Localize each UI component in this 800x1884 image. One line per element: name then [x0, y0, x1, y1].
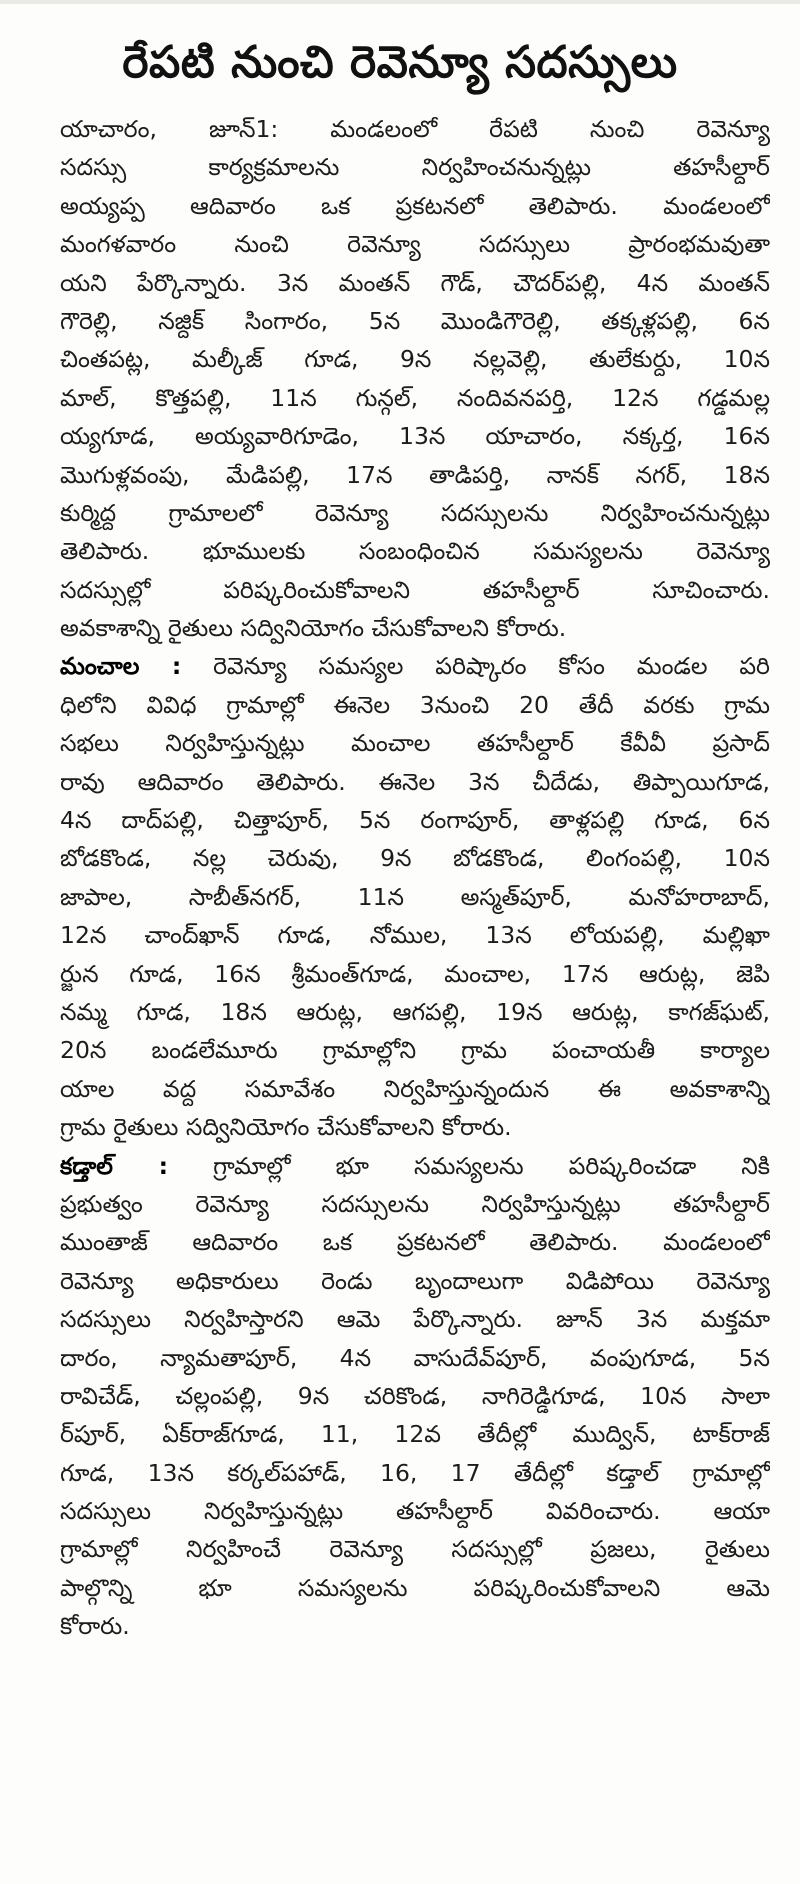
line-text: చింతపట్ల, మల్కీజ్‌ గూడ, 9న నల్లవెల్లి, తులేకుర్దు, 10న: [60, 345, 770, 374]
line-text: ధిలోని వివిధ గ్రామాల్లో ఈనెల 3నుంచి 20 తేదీ వరకు గ్రామ: [60, 690, 770, 719]
line-text: 12న చాంద్‌ఖాన్‌ గూడ, నోముల, 13న లోయపల్లి, మల్లిఖా: [60, 921, 770, 950]
article-line: [60, 225, 770, 263]
line-text: సదస్సుల్లో పరిష్కరించుకోవాలని తహసీల్దార్‌ సూచించారు.: [60, 575, 770, 604]
article-line: [60, 1377, 770, 1415]
line-text: నమ్మ గూడ, 18న ఆరుట్ల, ఆగపల్లి, 19న ఆరుట్ల, కాగజ్‌ఘట్‌,: [60, 997, 770, 1026]
article-line: [60, 1300, 770, 1338]
article-line: [60, 532, 770, 570]
article-line: [60, 801, 770, 839]
article-line: [60, 1607, 770, 1645]
line-text: కోరారు.: [60, 1612, 130, 1641]
headline: రేపటి నుంచి రెవెన్యూ సదస్సులు: [122, 37, 678, 88]
line-text: య్యగూడ, అయ్యవారిగూడెం, 13న యాచారం, నక్కర్త, 16న: [60, 422, 770, 451]
article-line: [60, 1147, 770, 1185]
article-line: [60, 264, 770, 302]
line-text: సభలు నిర్వహిస్తున్నట్లు మంచాల తహసీల్దార్‌ కేవీవీ ప్రసాద్‌: [60, 729, 770, 758]
line-text: ర్జున గూడ, 16న శ్రీమంత్‌గూడ, మంచాల, 17న ఆరుట్ల, జెపి: [60, 959, 770, 988]
article-line: [60, 1454, 770, 1492]
line-text: రెవెన్యూ సమస్యల పరిష్కారం కోసం మండల పరి: [213, 652, 770, 681]
article-paragraph: [60, 1147, 770, 1646]
line-text: గౌరెల్లి, నజ్దిక్‌ సింగారం, 5న మొండిగౌరెల్లి, తక్కళ్లపల్లి, 6న: [60, 306, 770, 335]
line-text: గ్రామాల్లో నిర్వహించే రెవెన్యూ సదస్సుల్లో ప్రజలు, రైతులు: [60, 1535, 770, 1564]
article-line: [60, 1031, 770, 1069]
line-text: జాపాల, సాబీత్‌నగర్‌, 11న అస్మత్‌పూర్‌, మనోహరాబాద్‌,: [60, 882, 770, 911]
article-line: [60, 340, 770, 378]
line-text: మంగళవారం నుంచి రెవెన్యూ సదస్సులు ప్రారంభమవుతా: [60, 230, 770, 259]
dateline-place: కడ్తాల్‌ :: [60, 1151, 169, 1180]
article-line: [60, 494, 770, 532]
line-text: రెవెన్యూ అధికారులు రెండు బృందాలుగా విడిపోయి రెవెన్యూ: [60, 1266, 770, 1295]
article-line: [60, 763, 770, 801]
article-line: [60, 839, 770, 877]
line-text: 4న దాద్‌పల్లి, చిత్తాపూర్‌, 5న రంగాపూర్‌, తాళ్లపల్లి గూడ, 6న: [60, 806, 770, 835]
line-text: సదస్సు కార్యక్రమాలను నిర్వహించనున్నట్లు తహసీల్దార్‌: [60, 153, 770, 182]
line-text: సదస్సులు నిర్వహిస్తున్నట్లు తహసీల్దార్‌ వివరించారు. ఆయా: [60, 1497, 770, 1526]
line-text: సదస్సులు నిర్వహిస్తారని ఆమె పేర్కొన్నారు. జూన్‌ 3న మక్తమా: [60, 1305, 770, 1334]
article-line: [60, 302, 770, 340]
article-line: [60, 1569, 770, 1607]
line-text: ముంతాజ్‌ ఆదివారం ఒక ప్రకటనలో తెలిపారు. మండలంలో: [60, 1228, 770, 1257]
line-text: యాల వద్ద సమావేశం నిర్వహిస్తున్నందున ఈ అవకాశాన్ని: [60, 1074, 770, 1103]
line-text: గూడ, 13న కర్కల్‌పహాడ్‌, 16, 17 తేదీల్లో కడ్తాల్‌ గ్రామాల్లో: [60, 1458, 770, 1487]
line-text: రావు ఆదివారం తెలిపారు. ఈనెల 3న చీదేడు, తిప్పాయిగూడ,: [60, 767, 770, 796]
article-line: [60, 1108, 770, 1146]
article-paragraph: [60, 647, 770, 1146]
line-text: మొగుళ్లవంపు, మేడిపల్లి, 17న తాడిపర్తి, నానక్‌ నగర్‌, 18న: [60, 460, 770, 489]
article-paragraph: [60, 110, 770, 647]
line-text: రావిచేడ్‌, చల్లంపల్లి, 9న చరికొండ, నాగిరెడ్డిగూడ, 10న సాలా: [60, 1381, 770, 1410]
line-text: తెలిపారు. భూములకు సంబంధించిన సమస్యలను రెవెన్యూ: [60, 537, 770, 566]
line-text: ర్‌పూర్‌, ఏక్‌రాజ్‌గూడ, 11, 12వ తేదీల్లో ముద్విన్‌, టాక్‌రాజ్‌: [60, 1420, 770, 1449]
line-text: కుర్మిద్ద గ్రామాలలో రెవెన్యూ సదస్సులను నిర్వహించనున్నట్లు: [60, 498, 770, 527]
line-text: యని పేర్కొన్నారు. 3న మంతన్‌ గౌడ్‌, చౌదర్‌పల్లి, 4న మంతన్‌: [60, 268, 770, 297]
article-line: [60, 417, 770, 455]
article-line: [60, 724, 770, 762]
top-edge: [0, 0, 800, 4]
line-text: 20న బండలేమూరు గ్రామాల్లోని గ్రామ పంచాయతీ కార్యాల: [60, 1036, 770, 1065]
line-text: యాచారం, జూన్‌1: మండలంలో రేపటి నుంచి రెవెన్యూ: [60, 115, 770, 143]
article-body: [60, 110, 770, 1646]
article-line: [60, 647, 770, 685]
article-line: [60, 1070, 770, 1108]
article-line: [60, 1415, 770, 1453]
article-line: [60, 955, 770, 993]
article-line: [60, 993, 770, 1031]
article-line: [60, 609, 770, 647]
article-line: [60, 916, 770, 954]
line-text: మాల్‌, కొత్తపల్లి, 11న గున్గల్‌, నందివనపర్తి, 12న గడ్డమల్ల: [60, 383, 770, 412]
line-text: అవకాశాన్ని రైతులు సద్వినియోగం చేసుకోవాలని కోరారు.: [60, 614, 567, 643]
article-line: [60, 456, 770, 494]
article-line: [60, 1530, 770, 1568]
article-line: [60, 1492, 770, 1530]
line-text: ప్రభుత్వం రెవెన్యూ సదస్సులను నిర్వహిస్తున్నట్లు తహసీల్దార్‌: [60, 1189, 770, 1218]
line-text: గ్రామాల్లో భూ సమస్యలను పరిష్కరించడా నికి: [213, 1151, 770, 1180]
article-line: [60, 187, 770, 225]
article-line: [60, 571, 770, 609]
line-text: బోడకొండ, నల్ల చెరువు, 9న బోడకొండ, లింగంపల్లి, 10న: [60, 844, 770, 873]
article-line: [60, 878, 770, 916]
article-line: [60, 110, 770, 148]
line-text: పాల్గొన్ని భూ సమస్యలను పరిష్కరించుకోవాలని ఆమె: [60, 1573, 770, 1602]
article-line: [60, 686, 770, 724]
article-line: [60, 1185, 770, 1223]
article-line: [60, 379, 770, 417]
article-line: [60, 1262, 770, 1300]
line-text: గ్రామ రైతులు సద్వినియోగం చేసుకోవాలని కోరారు.: [60, 1113, 512, 1142]
article-line: [60, 148, 770, 186]
article-line: [60, 1223, 770, 1261]
dateline-place: మంచాల :: [60, 652, 182, 681]
article-line: [60, 1339, 770, 1377]
line-text: దారం, న్యామతాపూర్‌, 4న వాసుదేవ్‌పూర్‌, వంపుగూడ, 5న: [60, 1343, 770, 1372]
line-text: అయ్యప్ప ఆదివారం ఒక ప్రకటనలో తెలిపారు. మండలంలో: [60, 191, 770, 220]
